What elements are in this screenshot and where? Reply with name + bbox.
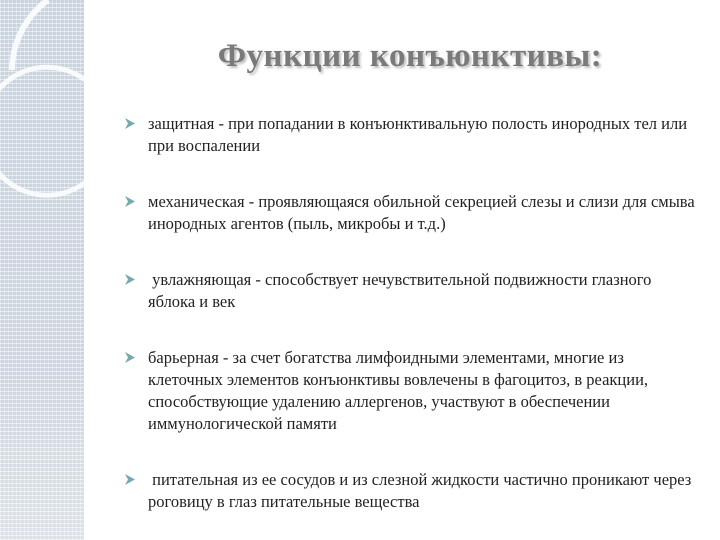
list-item [124,269,698,313]
list-item-text: защитная - при попадании в конъюнктивальную полость инородных тел или при воспалении [148,114,688,155]
list-item-text: барьерная - за счет богатства лимфоидными элементами, многие из клеточных элементов конъюнктивы вовлечены в фагоцитоз, в реакции, способствующие удалению аллергенов, участвуют в обеспечении иммунологической памяти [148,348,649,433]
teal-arrow-bullet-icon [124,117,136,130]
list-item-text: механическая - проявляющаяся обильной секрецией слезы и слизи для смыва инородных агентов (пыль, микробы и т.д.) [148,192,695,233]
teal-arrow-bullet-icon [124,195,136,208]
list-item [124,347,698,435]
list-item [124,113,698,157]
decorative-arcs [0,0,140,200]
teal-arrow-bullet-icon [124,273,136,286]
list-item-text: питательная из ее сосудов и из слезной жидкости частично проникают через роговицу в глаз питательные вещества [148,470,696,511]
list-item-text: увлажняющая - способствует нечувствительной подвижности глазного яблока и век [148,270,656,311]
list-item [124,191,698,235]
teal-arrow-bullet-icon [124,473,136,486]
teal-arrow-bullet-icon [124,351,136,364]
slide-title: Функции конъюнктивы: [217,38,603,74]
list-item [124,469,698,513]
functions-list [124,113,698,513]
